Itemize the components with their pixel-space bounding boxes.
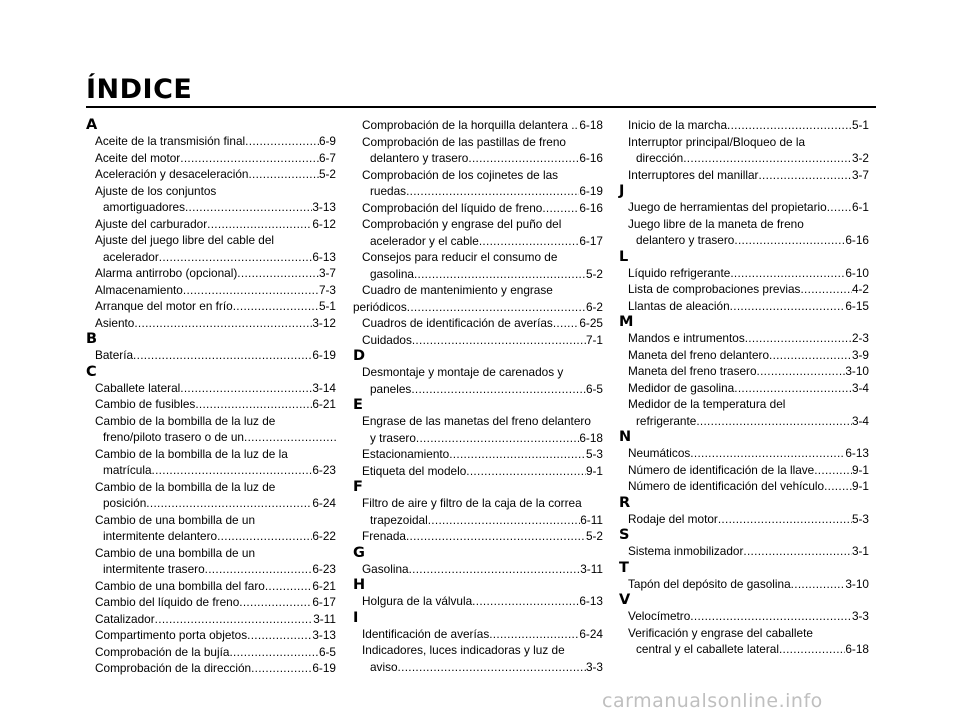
index-entry-label: Velocímetro bbox=[628, 609, 691, 623]
index-entry bbox=[86, 660, 336, 677]
dot-leader bbox=[690, 608, 852, 625]
index-entry bbox=[353, 463, 603, 480]
index-page-number: 6-23 bbox=[312, 562, 336, 576]
index-page-number: 6-21 bbox=[312, 578, 336, 593]
dot-leader bbox=[180, 380, 312, 397]
index-page-number: 6-16 bbox=[845, 233, 869, 247]
index-entry-text: Desmontaje y montaje de carenados y bbox=[362, 365, 564, 379]
dot-leader bbox=[757, 363, 846, 380]
dot-leader bbox=[827, 199, 852, 216]
index-page-number: 3-3 bbox=[585, 659, 603, 674]
index-entry-text: Indicadores, luces indicadoras y luz de bbox=[362, 643, 565, 657]
index-entry-label: Maneta del freno trasero bbox=[628, 364, 757, 378]
index-entry bbox=[353, 315, 603, 332]
index-entry bbox=[86, 495, 336, 512]
index-column-1 bbox=[86, 117, 336, 677]
index-page-number: 6-1 bbox=[851, 200, 869, 214]
index-entry bbox=[619, 608, 869, 625]
index-entry-label: Número de identificación de la llave bbox=[628, 462, 815, 477]
dot-leader bbox=[690, 445, 845, 462]
index-entry bbox=[619, 478, 869, 495]
index-entry bbox=[353, 299, 603, 316]
index-entry bbox=[86, 462, 336, 479]
index-entry-label: Neumáticos bbox=[628, 446, 691, 460]
index-page-number: 6-12 bbox=[312, 216, 336, 231]
dot-leader bbox=[229, 644, 319, 661]
index-entry-text: Filtro de aire y filtro de la caja de la correa bbox=[362, 496, 582, 510]
index-entry-label: acelerador bbox=[103, 249, 159, 264]
index-entry bbox=[86, 265, 336, 282]
index-entry-label: amortiguadores bbox=[103, 200, 185, 214]
index-page-number: 6-13 bbox=[845, 446, 869, 460]
index-entry bbox=[619, 462, 869, 479]
index-page-number: 3-10 bbox=[845, 364, 869, 378]
index-page-number: 6-9 bbox=[318, 134, 336, 148]
index-entry-label: Aceleración y desaceleración bbox=[95, 167, 249, 181]
index-entry-text: Consejos para reducir el consumo de bbox=[362, 250, 558, 264]
index-entry bbox=[619, 117, 869, 134]
dot-leader bbox=[553, 315, 580, 332]
dot-leader bbox=[743, 543, 852, 560]
index-entry-label: Estacionamiento bbox=[362, 447, 450, 461]
index-page-number: 6-25 bbox=[579, 316, 603, 330]
index-entry bbox=[619, 298, 869, 315]
index-entry bbox=[353, 183, 603, 200]
index-entry bbox=[353, 626, 603, 643]
dot-leader bbox=[251, 660, 312, 677]
index-entry-label: Interruptores del manillar bbox=[628, 167, 759, 182]
dot-leader bbox=[398, 659, 586, 676]
index-entry bbox=[86, 166, 336, 183]
index-entry-label: Arranque del motor en frío bbox=[95, 299, 233, 313]
index-entry-label: Asiento bbox=[95, 315, 135, 330]
dot-leader bbox=[245, 133, 319, 150]
index-entry-label: Caballete lateral bbox=[95, 380, 181, 395]
index-page-number: 5-1 bbox=[318, 299, 336, 313]
index-page-number: 6-23 bbox=[312, 463, 336, 477]
dot-leader bbox=[428, 512, 581, 529]
index-entry bbox=[353, 117, 603, 134]
index-entry bbox=[86, 627, 336, 644]
index-page-number: 6-18 bbox=[845, 642, 869, 656]
index-letter-heading: M bbox=[619, 314, 634, 330]
index-page-number: 6-15 bbox=[845, 298, 869, 313]
index-column-2 bbox=[353, 117, 603, 675]
index-entry bbox=[619, 199, 869, 216]
dot-leader bbox=[407, 299, 586, 316]
index-page-number: 7-1 bbox=[585, 332, 603, 347]
index-entry-label: Identificación de averías bbox=[362, 626, 490, 641]
index-page-number: 6-7 bbox=[318, 150, 336, 165]
dot-leader bbox=[133, 347, 312, 364]
index-letter-heading: E bbox=[353, 397, 363, 413]
index-entry bbox=[86, 315, 336, 332]
index-entry-text: Comprobación y engrase del puño del bbox=[362, 217, 562, 231]
dot-leader bbox=[479, 233, 580, 250]
index-entry bbox=[353, 150, 603, 167]
index-entry bbox=[353, 512, 603, 529]
index-letter-heading: B bbox=[86, 331, 98, 347]
dot-leader bbox=[183, 282, 319, 299]
index-entry bbox=[619, 363, 869, 380]
dot-leader bbox=[769, 347, 852, 364]
index-letter-heading: T bbox=[619, 559, 629, 576]
index-entry bbox=[619, 511, 869, 528]
index-entry-label: Sistema inmobilizador bbox=[628, 544, 744, 558]
index-entry bbox=[353, 200, 603, 217]
dot-leader bbox=[730, 265, 845, 282]
index-page-number: 5-3 bbox=[851, 511, 869, 526]
watermark: carmanualsonline.info bbox=[602, 690, 823, 712]
index-page-number: 3-2 bbox=[851, 151, 869, 165]
index-page-number: 3-14 bbox=[312, 380, 336, 395]
index-letter-heading: D bbox=[353, 348, 366, 364]
index-entry bbox=[353, 381, 603, 398]
index-entry-text: Engrase de las manetas del freno delantero bbox=[362, 414, 591, 428]
index-page-number: 5-1 bbox=[851, 118, 869, 132]
index-page-number: 6-16 bbox=[579, 200, 603, 215]
index-page-number: 5-2 bbox=[585, 529, 603, 543]
dot-leader bbox=[207, 216, 312, 233]
index-page-number: 3-13 bbox=[312, 200, 336, 214]
index-letter-heading: A bbox=[86, 117, 98, 133]
dot-leader bbox=[814, 462, 852, 479]
index-entry bbox=[619, 347, 869, 364]
index-entry-label: Aceite del motor bbox=[95, 150, 181, 165]
index-entry bbox=[619, 232, 869, 249]
index-entry bbox=[86, 528, 336, 545]
index-entry-label: delantero y trasero bbox=[370, 151, 469, 165]
dot-leader bbox=[727, 117, 852, 134]
dot-leader bbox=[195, 396, 312, 413]
index-entry-label: ruedas bbox=[370, 184, 407, 198]
index-entry-text: Comprobación de las pastillas de freno bbox=[362, 134, 566, 149]
index-entry-label: acelerador y el cable bbox=[370, 233, 479, 248]
dot-leader bbox=[406, 528, 586, 545]
dot-leader bbox=[406, 183, 579, 200]
index-entry bbox=[86, 578, 336, 595]
index-entry-text: Cambio de una bombilla de un bbox=[95, 545, 256, 560]
index-entry bbox=[619, 281, 869, 298]
dot-leader bbox=[416, 430, 579, 447]
index-letter-heading: H bbox=[353, 577, 366, 593]
index-entry bbox=[86, 396, 336, 413]
index-entry bbox=[353, 266, 603, 283]
index-page-number: 3-12 bbox=[312, 315, 336, 330]
index-entry-label: Rodaje del motor bbox=[628, 511, 718, 526]
dot-leader bbox=[791, 576, 846, 593]
dot-leader bbox=[414, 266, 586, 283]
index-letter-heading: G bbox=[353, 544, 365, 561]
index-entry bbox=[86, 594, 336, 611]
index-letter-heading: R bbox=[619, 494, 631, 511]
index-page-number: 5-3 bbox=[585, 447, 603, 461]
index-page-number: 2-3 bbox=[851, 331, 869, 345]
index-entry bbox=[353, 659, 603, 676]
index-entry bbox=[619, 330, 869, 347]
dot-leader bbox=[683, 150, 852, 167]
index-page-number: 9-1 bbox=[585, 463, 603, 478]
index-letter-heading: S bbox=[619, 527, 630, 543]
index-page-number: 6-19 bbox=[579, 184, 603, 198]
index-page-number: 6-13 bbox=[312, 249, 336, 264]
index-entry-label: Lista de comprobaciones previas bbox=[628, 282, 801, 296]
index-entry-label: Inicio de la marcha bbox=[628, 118, 728, 132]
index-entry-label: Llantas de aleación bbox=[628, 298, 730, 313]
index-entry-label: intermitente trasero bbox=[103, 562, 205, 576]
dot-leader bbox=[152, 462, 313, 479]
index-entry-text: Medidor de la temperatura del bbox=[628, 397, 786, 411]
dot-leader bbox=[734, 232, 845, 249]
index-entry-label: Cuidados bbox=[362, 332, 412, 347]
index-entry bbox=[619, 380, 869, 397]
index-entry bbox=[619, 445, 869, 462]
index-page-number: 3-4 bbox=[851, 413, 869, 428]
index-entry-label: Etiqueta del modelo bbox=[362, 463, 467, 478]
index-entry bbox=[86, 282, 336, 299]
dot-leader bbox=[146, 495, 312, 512]
index-entry-label: central y el caballete lateral bbox=[636, 642, 779, 656]
index-entry-label: refrigerante bbox=[636, 413, 697, 428]
index-entry bbox=[619, 576, 869, 593]
index-entry-label: Número de identificación del vehículo bbox=[628, 479, 825, 493]
index-entry bbox=[353, 446, 603, 463]
index-letter-heading: J bbox=[619, 183, 625, 199]
dot-leader bbox=[134, 315, 312, 332]
index-letter-heading: V bbox=[619, 592, 631, 608]
index-entry-label: Cambio del líquido de freno bbox=[95, 595, 240, 609]
dot-leader bbox=[468, 150, 579, 167]
dot-leader bbox=[696, 413, 852, 430]
index-page-number: 6-17 bbox=[579, 233, 603, 248]
index-page-number: 7-3 bbox=[318, 282, 336, 297]
index-entry-label: Compartimento porta objetos bbox=[95, 628, 248, 642]
index-entry bbox=[353, 593, 603, 610]
index-entry bbox=[353, 430, 603, 447]
index-entry-label: Comprobación de la horquilla delantera . bbox=[362, 118, 575, 132]
index-entry-label: Gasolina bbox=[362, 561, 409, 576]
index-entry bbox=[86, 249, 336, 266]
index-entry-text: Cuadro de mantenimiento y engrase bbox=[362, 283, 553, 297]
index-entry bbox=[86, 298, 336, 315]
index-page-number: 6-24 bbox=[312, 496, 336, 510]
index-entry bbox=[86, 429, 336, 446]
index-entry-label: Comprobación de la dirección bbox=[95, 661, 252, 675]
index-entry bbox=[353, 561, 603, 578]
index-page-number: 6-22 bbox=[312, 529, 336, 543]
index-entry bbox=[86, 611, 336, 628]
index-page-number: 6-13 bbox=[579, 594, 603, 608]
dot-leader bbox=[244, 429, 336, 446]
dot-leader bbox=[824, 478, 852, 495]
index-entry bbox=[619, 265, 869, 282]
index-entry bbox=[619, 543, 869, 560]
index-entry-label: freno/piloto trasero o de un bbox=[103, 430, 244, 444]
index-page-number: 6-18 bbox=[579, 118, 603, 132]
index-entry-label: Cambio de fusibles bbox=[95, 397, 196, 411]
index-entry-label: trapezoidal bbox=[370, 512, 428, 527]
index-entry-text: Cambio de la bombilla de la luz de la bbox=[95, 446, 288, 461]
dot-leader bbox=[180, 150, 319, 167]
index-page-number: 6-19 bbox=[312, 661, 336, 675]
title-rule bbox=[86, 106, 876, 108]
index-page-number: 3-4 bbox=[851, 380, 869, 395]
dot-leader bbox=[412, 332, 586, 349]
index-entry bbox=[619, 167, 869, 184]
dot-leader bbox=[205, 561, 313, 578]
index-page-number: 3-11 bbox=[313, 611, 336, 626]
index-entry-label: Ajuste del carburador bbox=[95, 216, 208, 231]
index-page-number: 6-10 bbox=[845, 265, 869, 280]
index-page-number: 3-1 bbox=[851, 544, 869, 558]
index-entry bbox=[86, 644, 336, 661]
index-entry-text: Comprobación de los cojinetes de las bbox=[362, 167, 559, 182]
index-page-number: 6-5 bbox=[585, 381, 603, 396]
dot-leader bbox=[409, 561, 581, 578]
index-letter-heading: N bbox=[619, 429, 632, 445]
index-entry bbox=[86, 133, 336, 150]
dot-leader bbox=[489, 626, 579, 643]
dot-leader bbox=[185, 199, 312, 216]
index-page-number: 3-3 bbox=[851, 609, 869, 623]
index-entry-label: aviso bbox=[370, 659, 398, 674]
index-entry bbox=[353, 332, 603, 349]
index-entry-label: Comprobación de la bujía bbox=[95, 644, 230, 659]
dot-leader bbox=[758, 167, 851, 184]
index-page-number: 6-24 bbox=[579, 626, 603, 641]
index-entry bbox=[619, 413, 869, 430]
index-page-number: 4-2 bbox=[851, 282, 869, 296]
index-page-number: 3-10 bbox=[845, 576, 869, 591]
index-entry-text: Cambio de la bombilla de la luz de bbox=[95, 413, 276, 428]
index-entry-text: Cambio de la bombilla de la luz de bbox=[95, 479, 276, 494]
index-entry-label: intermitente delantero bbox=[103, 529, 218, 543]
index-entry-text: Ajuste del juego libre del cable del bbox=[95, 233, 275, 247]
index-entry-label: Maneta del freno delantero bbox=[628, 347, 770, 362]
page-title: ÍNDICE bbox=[86, 74, 193, 105]
dot-leader bbox=[233, 298, 319, 315]
index-page-number: 3-11 bbox=[580, 561, 603, 576]
index-page-number: 9-1 bbox=[851, 462, 869, 477]
index-entry bbox=[353, 233, 603, 250]
index-entry-label: Medidor de gasolina bbox=[628, 380, 735, 395]
index-entry bbox=[86, 380, 336, 397]
index-page-number: 3-13 bbox=[312, 628, 336, 642]
dot-leader bbox=[779, 641, 845, 658]
index-letter-heading: L bbox=[619, 248, 629, 265]
dot-leader bbox=[237, 265, 319, 282]
index-page-number: 6-2 bbox=[585, 299, 603, 314]
index-entry-label: Cambio de una bombilla del faro bbox=[95, 578, 265, 593]
index-entry-text: Juego libre de la maneta de freno bbox=[628, 216, 804, 231]
index-page-number: 5-2 bbox=[585, 266, 603, 281]
index-page-number: 3-7 bbox=[318, 266, 336, 280]
index-entry-text: Verificación y engrase del caballete bbox=[628, 625, 813, 640]
index-page-number: 3-9 bbox=[851, 347, 869, 362]
index-entry bbox=[619, 150, 869, 167]
index-entry-label: Alarma antirrobo (opcional) bbox=[95, 266, 238, 280]
dot-leader bbox=[472, 593, 579, 610]
dot-leader bbox=[800, 281, 851, 298]
dot-leader bbox=[542, 200, 579, 217]
index-entry bbox=[86, 150, 336, 167]
index-entry-label: gasolina bbox=[370, 266, 414, 281]
dot-leader bbox=[248, 166, 318, 183]
index-page-number: 6-5 bbox=[318, 644, 336, 659]
dot-leader bbox=[155, 611, 314, 628]
index-page-number: 3-7 bbox=[851, 167, 869, 182]
dot-leader bbox=[718, 511, 852, 528]
dot-leader bbox=[734, 380, 852, 397]
dot-leader bbox=[239, 594, 312, 611]
index-letter-heading: I bbox=[353, 609, 359, 626]
dot-leader bbox=[466, 463, 586, 480]
dot-leader bbox=[217, 528, 312, 545]
index-entry-text: Cambio de una bombilla de un bbox=[95, 512, 256, 527]
index-page-number: 9-1 bbox=[851, 479, 869, 493]
index-entry-label: posición bbox=[103, 496, 147, 510]
index-entry-label: matrícula bbox=[103, 463, 152, 477]
index-entry-label: Frenada bbox=[362, 529, 406, 543]
index-entry-label: Comprobación del líquido de freno bbox=[362, 200, 543, 215]
index-page-number: 6-21 bbox=[312, 397, 336, 411]
index-entry bbox=[353, 528, 603, 545]
index-page-number: 6-18 bbox=[579, 430, 603, 445]
index-entry bbox=[86, 561, 336, 578]
dot-leader bbox=[745, 330, 852, 347]
index-entry-label: Batería bbox=[95, 348, 134, 362]
index-entry-label: Catalizador bbox=[95, 611, 155, 626]
index-page-number: 6-19 bbox=[312, 348, 336, 362]
index-entry bbox=[86, 216, 336, 233]
index-column-3 bbox=[619, 117, 869, 658]
index-page-number: 6-16 bbox=[579, 151, 603, 165]
index-entry-label: Holgura de la válvula bbox=[362, 594, 473, 608]
index-entry-label: paneles bbox=[370, 381, 412, 396]
index-entry-label: Cuadros de identificación de averías bbox=[362, 316, 553, 330]
dot-leader bbox=[411, 381, 586, 398]
dot-leader bbox=[730, 298, 846, 315]
index-letter-heading: F bbox=[353, 479, 363, 495]
index-entry-label: y trasero bbox=[370, 430, 416, 445]
index-entry-label: periódicos bbox=[353, 299, 407, 314]
index-entry-label: Juego de herramientas del propietario bbox=[628, 200, 827, 214]
dot-leader bbox=[449, 446, 586, 463]
dot-leader bbox=[247, 627, 312, 644]
index-letter-heading: C bbox=[86, 363, 97, 380]
index-page-number: 5-2 bbox=[318, 167, 336, 181]
index-entry-label: Aceite de la transmisión final bbox=[95, 134, 246, 148]
index-page-number: 6-17 bbox=[312, 595, 336, 609]
index-entry-label: dirección bbox=[636, 151, 684, 165]
index-entry bbox=[86, 347, 336, 364]
index-entry-label: delantero y trasero bbox=[636, 233, 735, 247]
index-entry-label: Tapón del depósito de gasolina bbox=[628, 576, 791, 591]
index-entry bbox=[86, 199, 336, 216]
index-entry-label: Almacenamiento bbox=[95, 282, 183, 297]
index-entry-text: Interruptor principal/Bloqueo de la bbox=[628, 134, 806, 149]
dot-leader bbox=[265, 578, 313, 595]
index-entry-label: Mandos e intrumentos bbox=[628, 331, 745, 345]
dot-leader bbox=[159, 249, 313, 266]
index-entry-text: Ajuste de los conjuntos bbox=[95, 183, 217, 198]
index-page-number: 6-11 bbox=[580, 512, 603, 527]
index-entry-label: Líquido refrigerante bbox=[628, 265, 731, 280]
index-entry bbox=[619, 641, 869, 658]
